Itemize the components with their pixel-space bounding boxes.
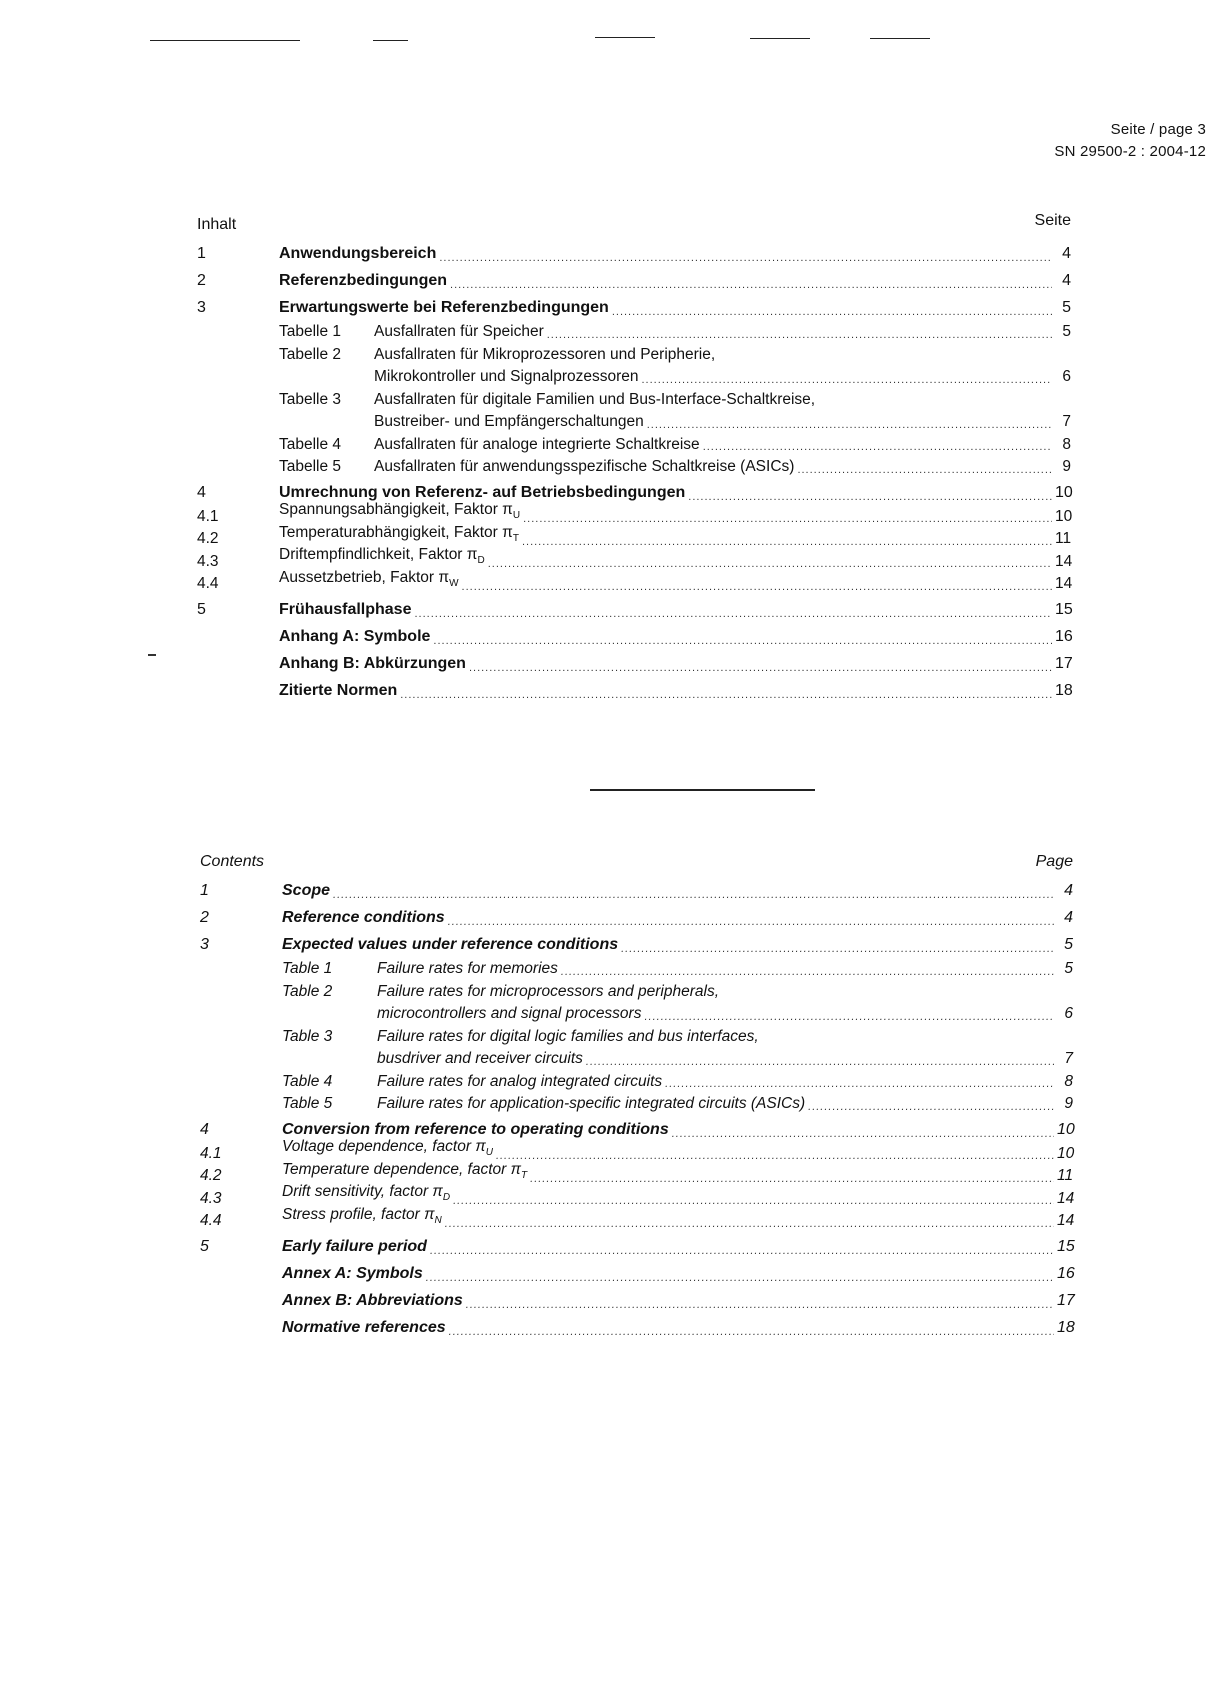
subsection-number: 4.3 — [200, 1189, 222, 1207]
entry-title: Scope — [282, 882, 331, 899]
entry-title: Normative references — [282, 1318, 446, 1336]
toc-entry[interactable] — [200, 1260, 1073, 1287]
dot-leader — [430, 1242, 1054, 1260]
subsection-page: 10 — [1057, 1144, 1075, 1162]
subsection-number: 4.2 — [200, 1167, 222, 1184]
table-page: 6 — [1064, 1005, 1073, 1022]
subsection-subscript: U — [512, 510, 521, 522]
toc-entry[interactable] — [200, 1287, 1073, 1314]
toc-heading-row — [200, 853, 1073, 877]
toc-entry[interactable] — [197, 267, 1071, 294]
dot-leader — [672, 1125, 1054, 1143]
table-page: 9 — [1062, 458, 1071, 475]
toc-table-entry[interactable] — [200, 1026, 1073, 1049]
subsection-number: 4.2 — [197, 530, 219, 547]
toc-table-entry[interactable] — [197, 389, 1071, 412]
entry-number: 4 — [200, 1120, 209, 1138]
entry-title: Anhang A: Symbole — [279, 627, 431, 645]
page-label: Seite / page 3 — [1110, 121, 1206, 138]
dot-leader — [612, 303, 1052, 321]
dot-leader — [414, 605, 1052, 623]
subsection-subscript: D — [477, 555, 485, 567]
dot-leader — [433, 632, 1052, 650]
dot-leader — [523, 510, 1052, 528]
dot-leader — [586, 1053, 1054, 1071]
toc-entry[interactable] — [200, 1314, 1073, 1341]
toc-table-entry[interactable] — [197, 344, 1071, 367]
dot-leader — [530, 1170, 1054, 1188]
table-title-line2: busdriver and receiver circuits — [377, 1050, 583, 1067]
section-divider — [590, 789, 815, 791]
dot-leader — [688, 488, 1052, 506]
entry-title: Annex A: Symbols — [282, 1264, 423, 1282]
entry-page: 5 — [1062, 299, 1071, 316]
toc-table-entry-continuation[interactable] — [200, 1003, 1073, 1026]
toc-entry[interactable] — [200, 931, 1073, 958]
german-toc — [197, 212, 1073, 704]
entry-number: 5 — [197, 600, 206, 618]
subsection-number: 4.1 — [197, 507, 219, 525]
entry-page: 17 — [1055, 654, 1073, 672]
subsection-title: Aussetzbetrieb, Faktor π — [279, 568, 450, 586]
dot-leader — [621, 940, 1054, 958]
table-page: 8 — [1062, 435, 1071, 453]
entry-title: Frühausfallphase — [279, 600, 412, 618]
entry-title: Conversion from reference to operating conditions — [282, 1120, 669, 1138]
table-label: Table 1 — [282, 960, 333, 977]
subsection-page: 14 — [1055, 575, 1073, 592]
entry-number: 3 — [197, 299, 206, 316]
subsection-page: 10 — [1055, 507, 1073, 525]
entry-page: 4 — [1062, 272, 1071, 289]
entry-page: 4 — [1064, 882, 1073, 899]
table-page: 6 — [1062, 368, 1071, 385]
dot-leader — [665, 1075, 1054, 1093]
toc-table-entry-continuation[interactable] — [197, 411, 1071, 434]
dot-leader — [797, 461, 1052, 479]
table-page: 8 — [1064, 1072, 1073, 1090]
entry-title: Anhang B: Abkürzungen — [279, 654, 466, 672]
toc-entry[interactable] — [197, 596, 1071, 623]
toc-entry[interactable] — [197, 294, 1071, 321]
entry-number: 4 — [197, 483, 206, 501]
entry-page: 17 — [1057, 1291, 1075, 1309]
toc-heading: Inhalt — [197, 216, 237, 233]
toc-table-entry[interactable] — [197, 456, 1071, 479]
table-title: Ausfallraten für anwendungsspezifische Schaltkreise (ASICs) — [374, 458, 795, 475]
entry-page: 5 — [1064, 936, 1073, 953]
dot-leader — [466, 1296, 1054, 1314]
table-title: Failure rates for microprocessors and peripherals, — [377, 982, 719, 1000]
table-label: Tabelle 1 — [279, 323, 342, 340]
dot-leader — [808, 1098, 1054, 1116]
entry-page: 10 — [1057, 1120, 1075, 1138]
scan-artifact-mark — [148, 654, 156, 656]
subsection-subscript: T — [521, 1170, 528, 1181]
entry-title: Anwendungsbereich — [279, 245, 437, 262]
table-label: Table 2 — [282, 982, 333, 1000]
subsection-number: 4.1 — [200, 1144, 222, 1162]
entry-title: Erwartungswerte bei Referenzbedingungen — [279, 299, 609, 316]
toc-subsection[interactable] — [200, 1205, 1075, 1233]
standard-number: SN 29500-2 : 2004-12 — [1054, 143, 1206, 160]
subsection-subscript: T — [512, 533, 519, 544]
table-title-line2: Mikrokontroller und Signalprozessoren — [374, 368, 639, 385]
toc-subsection[interactable] — [197, 568, 1073, 596]
toc-heading-row — [197, 212, 1071, 240]
table-label: Table 5 — [282, 1095, 333, 1112]
dot-leader — [400, 686, 1052, 704]
subsection-page: 14 — [1057, 1189, 1075, 1207]
table-page: 7 — [1064, 1050, 1073, 1067]
dot-leader — [647, 416, 1052, 434]
entry-title: Annex B: Abbreviations — [282, 1291, 463, 1309]
dot-leader — [462, 578, 1052, 596]
subsection-page: 11 — [1055, 530, 1072, 547]
table-label: Tabelle 4 — [279, 435, 342, 453]
entry-page: 15 — [1055, 600, 1073, 618]
entry-title: Reference conditions — [282, 909, 445, 926]
table-page: 5 — [1064, 960, 1073, 977]
toc-heading: Contents — [200, 853, 265, 870]
entry-title: Zitierte Normen — [279, 681, 398, 699]
table-title: Failure rates for memories — [377, 960, 558, 977]
dot-leader — [522, 533, 1052, 551]
entry-page: 4 — [1062, 245, 1071, 262]
table-label: Table 4 — [282, 1072, 333, 1090]
entry-page: 18 — [1057, 1318, 1075, 1336]
dot-leader — [449, 1323, 1054, 1341]
table-title: Ausfallraten für analoge integrierte Schaltkreise — [374, 435, 700, 453]
table-title: Ausfallraten für digitale Familien und Bus-Interface-Schaltkreise, — [374, 390, 816, 408]
toc-entry[interactable] — [197, 623, 1071, 650]
page-header — [1054, 119, 1206, 163]
subsection-subscript: U — [485, 1147, 493, 1159]
scan-artifact-line — [595, 37, 655, 38]
dot-leader — [445, 1215, 1054, 1233]
table-label: Tabelle 5 — [279, 458, 342, 475]
table-title: Ausfallraten für Mikroprozessoren und Peripherie, — [374, 345, 716, 363]
entry-title: Expected values under reference conditions — [282, 936, 619, 953]
scan-artifact-line — [373, 40, 408, 41]
dot-leader — [547, 326, 1052, 344]
toc-entry[interactable] — [200, 877, 1073, 904]
toc-entry[interactable] — [197, 240, 1071, 267]
dot-leader — [439, 249, 1052, 267]
toc-entry[interactable] — [197, 650, 1071, 677]
subsection-number: 4.4 — [200, 1212, 222, 1229]
entry-title: Umrechnung von Referenz- auf Betriebsbedingungen — [279, 483, 686, 501]
entry-page: 16 — [1055, 627, 1073, 645]
table-page: 7 — [1062, 413, 1071, 430]
toc-table-entry[interactable] — [200, 1071, 1073, 1094]
toc-page-heading: Seite — [1034, 212, 1071, 229]
toc-table-entry[interactable] — [197, 321, 1071, 344]
entry-number: 5 — [200, 1237, 209, 1255]
toc-page-heading: Page — [1035, 853, 1073, 870]
subsection-title: Drift sensitivity, factor π — [282, 1183, 443, 1201]
entry-number: 1 — [197, 245, 206, 262]
entry-page: 4 — [1064, 909, 1073, 926]
english-toc — [200, 853, 1073, 1341]
table-page: 9 — [1064, 1095, 1073, 1112]
entry-title: Referenzbedingungen — [279, 272, 448, 289]
toc-entry[interactable] — [200, 1233, 1073, 1260]
entry-number: 3 — [200, 936, 209, 953]
subsection-page: 14 — [1057, 1212, 1075, 1229]
toc-table-entry-continuation[interactable] — [197, 366, 1071, 389]
toc-table-entry[interactable] — [200, 958, 1073, 981]
subsection-title: Spannungsabhängigkeit, Faktor π — [279, 501, 513, 519]
table-page: 5 — [1062, 323, 1071, 340]
entry-page: 16 — [1057, 1264, 1075, 1282]
dot-leader — [496, 1147, 1054, 1165]
subsection-title: Driftempfindlichkeit, Faktor π — [279, 546, 478, 564]
entry-page: 18 — [1055, 681, 1073, 699]
toc-table-entry[interactable] — [197, 434, 1071, 457]
dot-leader — [703, 438, 1052, 456]
subsection-number: 4.3 — [197, 552, 219, 570]
scan-artifact-line — [150, 40, 300, 41]
subsection-subscript: W — [449, 578, 459, 589]
toc-table-entry-continuation[interactable] — [200, 1048, 1073, 1071]
subsection-title: Temperature dependence, factor π — [282, 1160, 522, 1178]
subsection-title: Temperaturabhängigkeit, Faktor π — [279, 523, 513, 541]
table-label: Table 3 — [282, 1027, 333, 1045]
table-label: Tabelle 3 — [279, 390, 342, 408]
subsection-number: 4.4 — [197, 575, 219, 592]
toc-table-entry[interactable] — [200, 1093, 1073, 1116]
dot-leader — [469, 659, 1052, 677]
subsection-page: 14 — [1055, 552, 1073, 570]
table-label: Tabelle 2 — [279, 345, 342, 363]
table-title: Failure rates for digital logic families and bus interfaces, — [377, 1027, 759, 1045]
subsection-subscript: D — [442, 1192, 451, 1204]
scan-artifact-line — [750, 38, 810, 39]
entry-title: Early failure period — [282, 1237, 427, 1255]
entry-number: 1 — [200, 882, 209, 899]
subsection-page: 11 — [1057, 1167, 1074, 1184]
toc-table-entry[interactable] — [200, 981, 1073, 1004]
table-title: Failure rates for analog integrated circuits — [377, 1072, 663, 1090]
subsection-subscript: N — [434, 1215, 442, 1226]
dot-leader — [448, 913, 1054, 931]
entry-page: 15 — [1057, 1237, 1075, 1255]
dot-leader — [642, 371, 1053, 389]
toc-entry[interactable] — [200, 904, 1073, 931]
table-title-line2: Bustreiber- und Empfängerschaltungen — [374, 413, 644, 430]
subsection-title: Voltage dependence, factor π — [282, 1138, 486, 1156]
dot-leader — [644, 1008, 1054, 1026]
dot-leader — [450, 276, 1052, 294]
dot-leader — [561, 963, 1054, 981]
table-title: Failure rates for application-specific integrated circuits (ASICs) — [377, 1095, 806, 1112]
dot-leader — [426, 1269, 1054, 1287]
dot-leader — [453, 1192, 1054, 1210]
entry-number: 2 — [197, 272, 206, 289]
table-title-line2: microcontrollers and signal processors — [377, 1005, 642, 1022]
subsection-title: Stress profile, factor π — [282, 1205, 435, 1223]
dot-leader — [488, 555, 1052, 573]
scan-artifact-line — [870, 38, 930, 39]
toc-entry[interactable] — [197, 677, 1071, 704]
entry-number: 2 — [200, 909, 209, 926]
dot-leader — [333, 886, 1054, 904]
table-title: Ausfallraten für Speicher — [374, 323, 544, 340]
entry-page: 10 — [1055, 483, 1073, 501]
